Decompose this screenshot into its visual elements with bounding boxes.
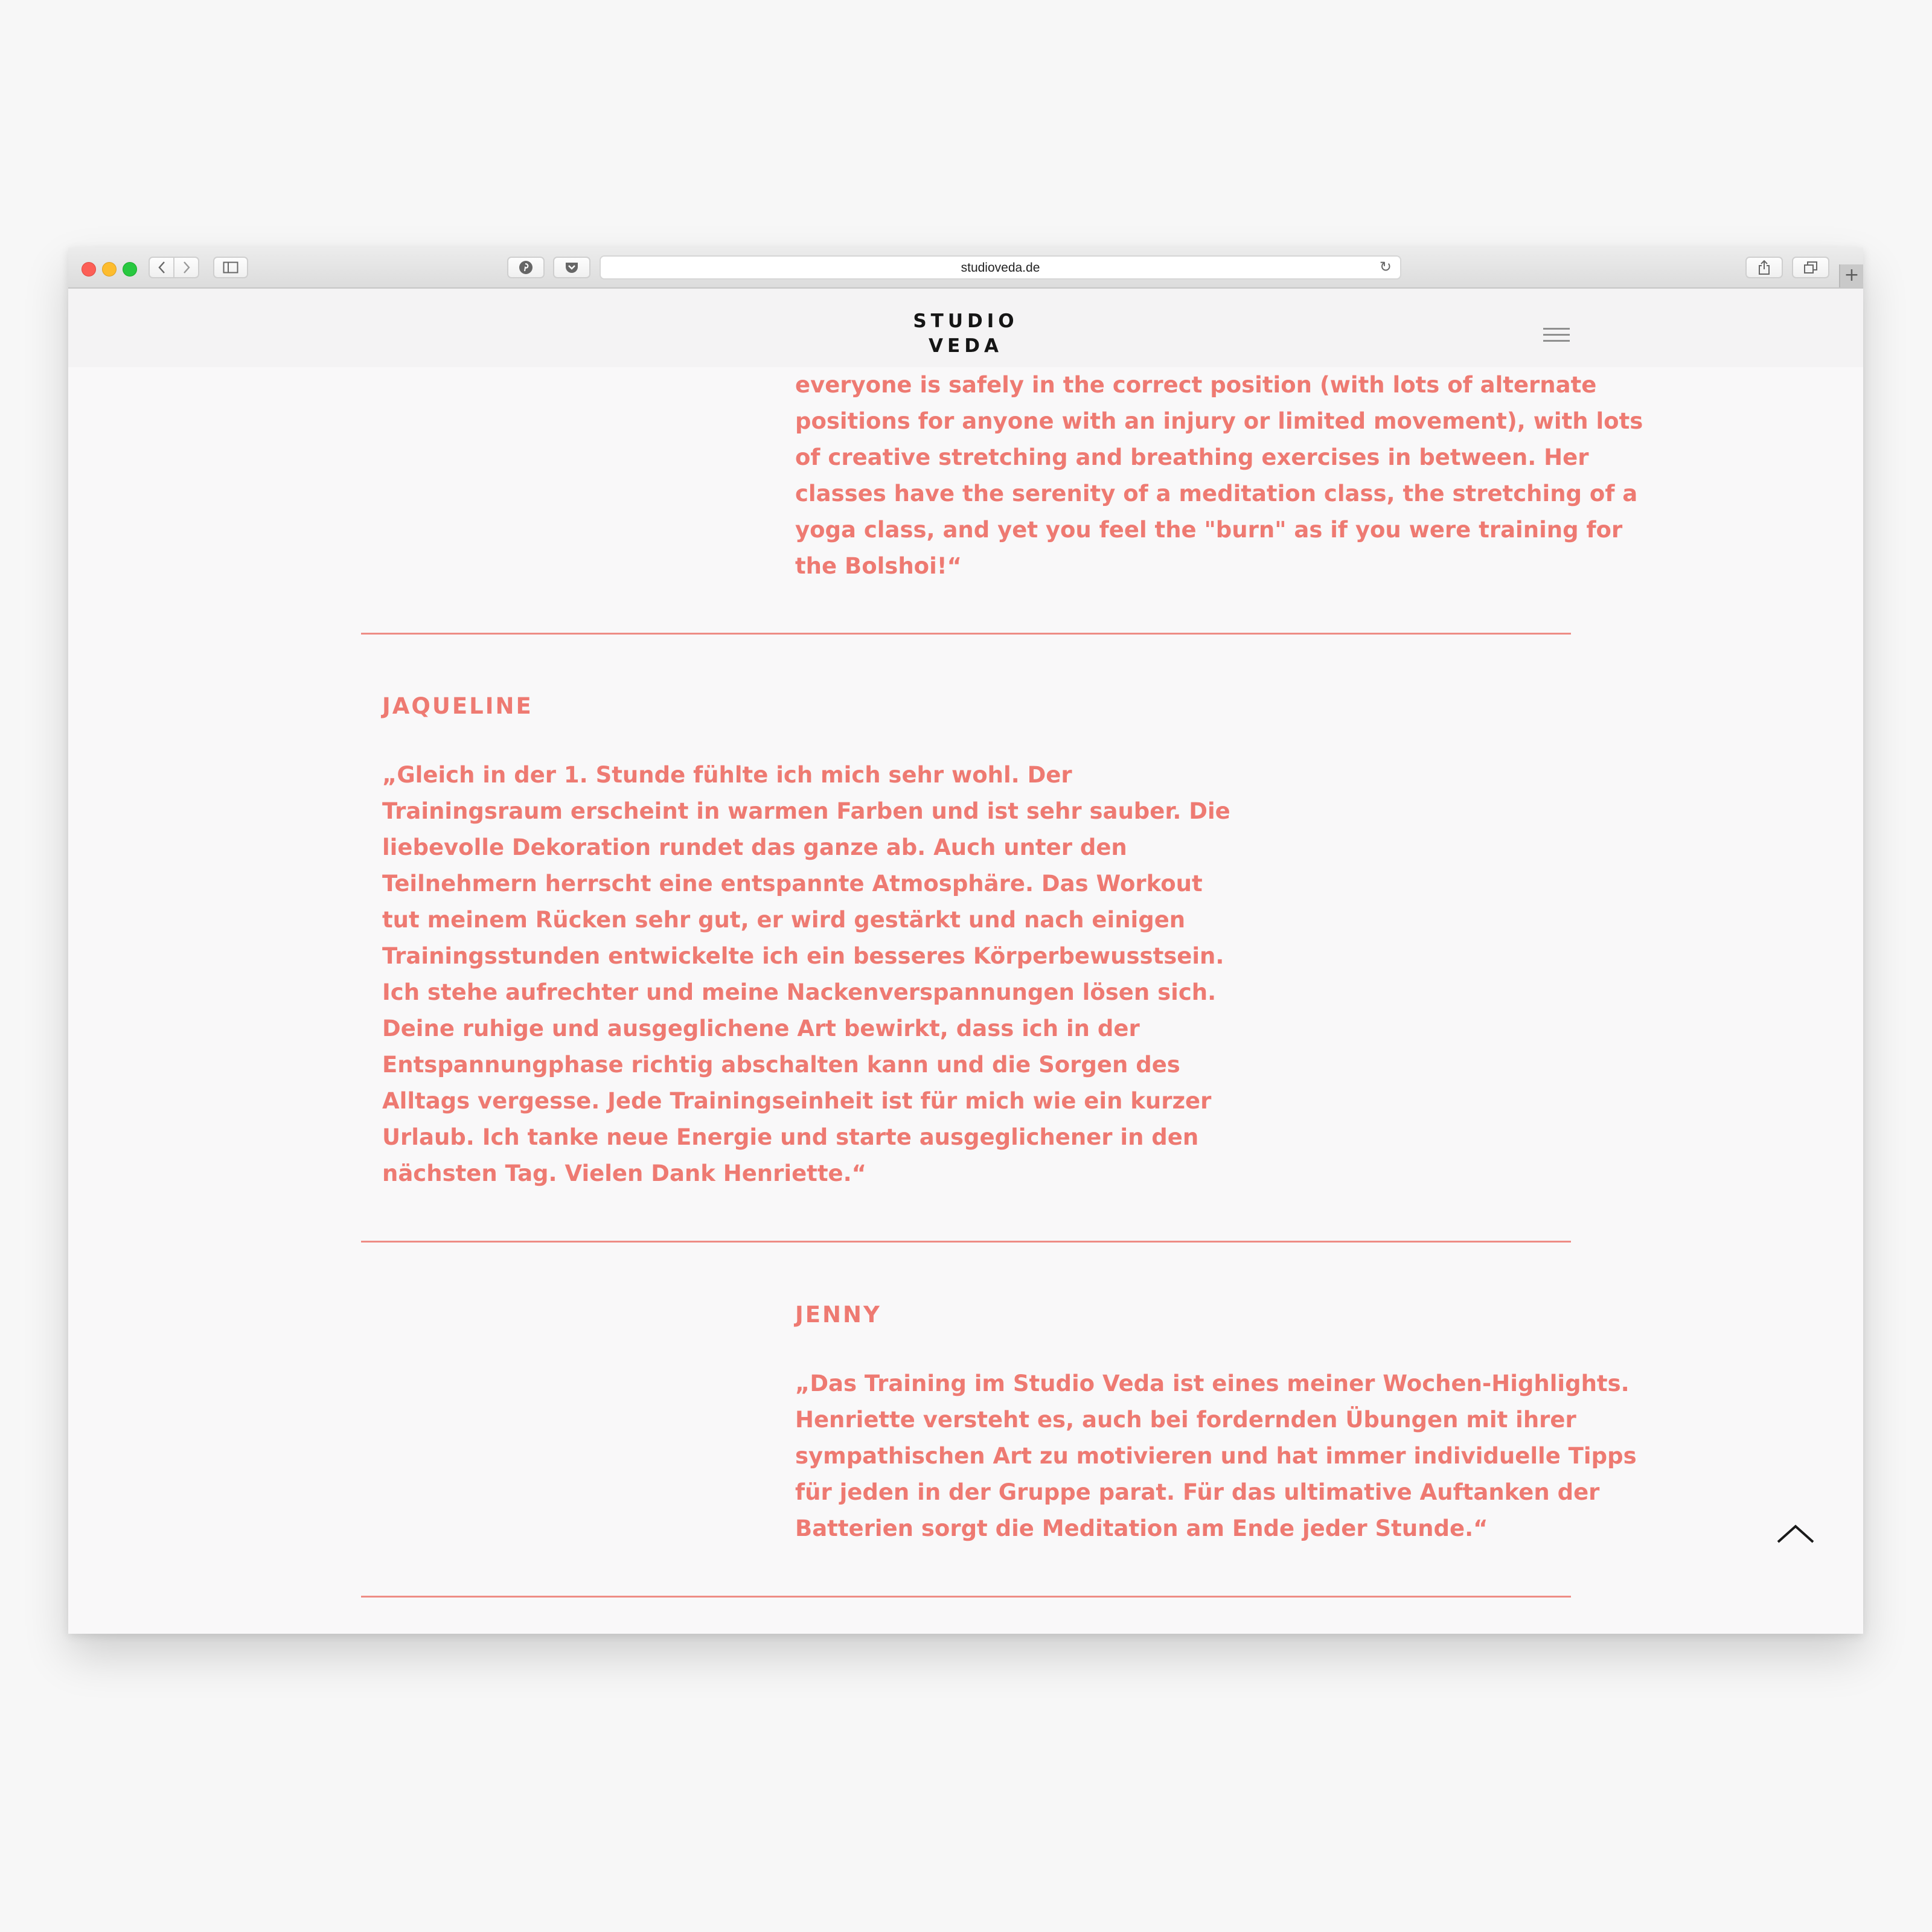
sidebar-button[interactable]: [213, 257, 248, 278]
new-tab-button[interactable]: [1839, 264, 1863, 287]
site-logo[interactable]: [68, 309, 1863, 359]
sidebar-icon: [223, 261, 238, 273]
chevron-right-icon: [182, 261, 191, 274]
back-button[interactable]: [149, 257, 174, 278]
reload-icon[interactable]: ↻: [1379, 258, 1392, 275]
testimonial-quote: everyone is safely in the correct position (with lots of alternate positions for anyone with an injury or limited movement), with lots of creative stretching and breathing exercises in between. Her classes have the serenity of a meditation class, the stretching of a yoga class, and yet you feel the "burn" as if you were training for the Bolshoi!“: [795, 372, 1643, 579]
testimonial-quote: „Gleich in der 1. Stunde fühlte ich mich sehr wohl. Der Trainingsraum erscheint in warmen Farben und ist sehr sauber. Die liebevolle Dekoration rundet das ganze ab. Auch unter den Teilnehmern herrscht eine entspannte Atmosphäre. Das Workout tut meinem Rücken sehr gut, er wird gestärkt und nach einigen Trainingsstunden entwickelte ich ein besseres Körperbewusstsein. Ich stehe aufrechter und meine Nackenverspannungen lösen sich. Deine ruhige und ausgeglichene Art bewirkt, dass ich in der Entspannungphase richtig abschalten kann und die Sorgen des Alltags vergesse. Jede Trainingseinheit ist für mich wie ein kurzer Urlaub. Ich tanke neue Energie und starte ausgeglichener in den nächsten Tag. Vielen Dank Henriette.“: [382, 762, 1230, 1186]
url-text: studioveda.de: [961, 261, 1040, 275]
close-window-button[interactable]: [82, 262, 96, 277]
plus-icon: +: [1844, 264, 1860, 286]
show-tabs-button[interactable]: [1792, 257, 1829, 278]
testimonial-name: JENNY: [795, 1302, 881, 1328]
address-bar[interactable]: [600, 255, 1401, 280]
logo-line-studio: STUDIO: [913, 310, 1019, 332]
share-button[interactable]: [1745, 257, 1783, 278]
testimonial-quote: „Das Training im Studio Veda ist eines meiner Wochen-Highlights. Henriette versteht es, auch bei fordernden Übungen mit ihrer sympathischen Art zu motivieren und hat immer individuelle Tipps für jeden in der Gruppe parat. Für das ultimative Auftanken der Batterien sorgt die Meditation am Ende jeder Stunde.“: [795, 1371, 1637, 1541]
scroll-to-top-button[interactable]: [1774, 1521, 1817, 1546]
menu-button[interactable]: [1543, 328, 1570, 342]
browser-window: [68, 248, 1863, 1634]
browser-toolbar: [68, 248, 1863, 289]
pinterest-icon: [519, 260, 533, 275]
hamburger-icon: [1543, 328, 1570, 330]
testimonials-section: [68, 367, 1863, 1634]
share-icon: [1758, 260, 1771, 275]
pinterest-button[interactable]: [507, 257, 545, 278]
divider: [361, 1241, 1571, 1243]
zoom-window-button[interactable]: [123, 262, 137, 277]
divider: [361, 633, 1571, 635]
tabs-icon: [1803, 261, 1818, 274]
minimize-window-button[interactable]: [102, 262, 117, 277]
forward-button[interactable]: [173, 257, 199, 278]
site-header: [68, 289, 1863, 367]
divider: [361, 1596, 1571, 1598]
pocket-icon: [565, 261, 579, 274]
chevron-left-icon: [158, 261, 166, 274]
chevron-up-icon: [1774, 1521, 1817, 1546]
pocket-button[interactable]: [553, 257, 590, 278]
testimonial-name: JAQUELINE: [382, 693, 533, 719]
logo-line-veda: VEDA: [929, 335, 1003, 357]
